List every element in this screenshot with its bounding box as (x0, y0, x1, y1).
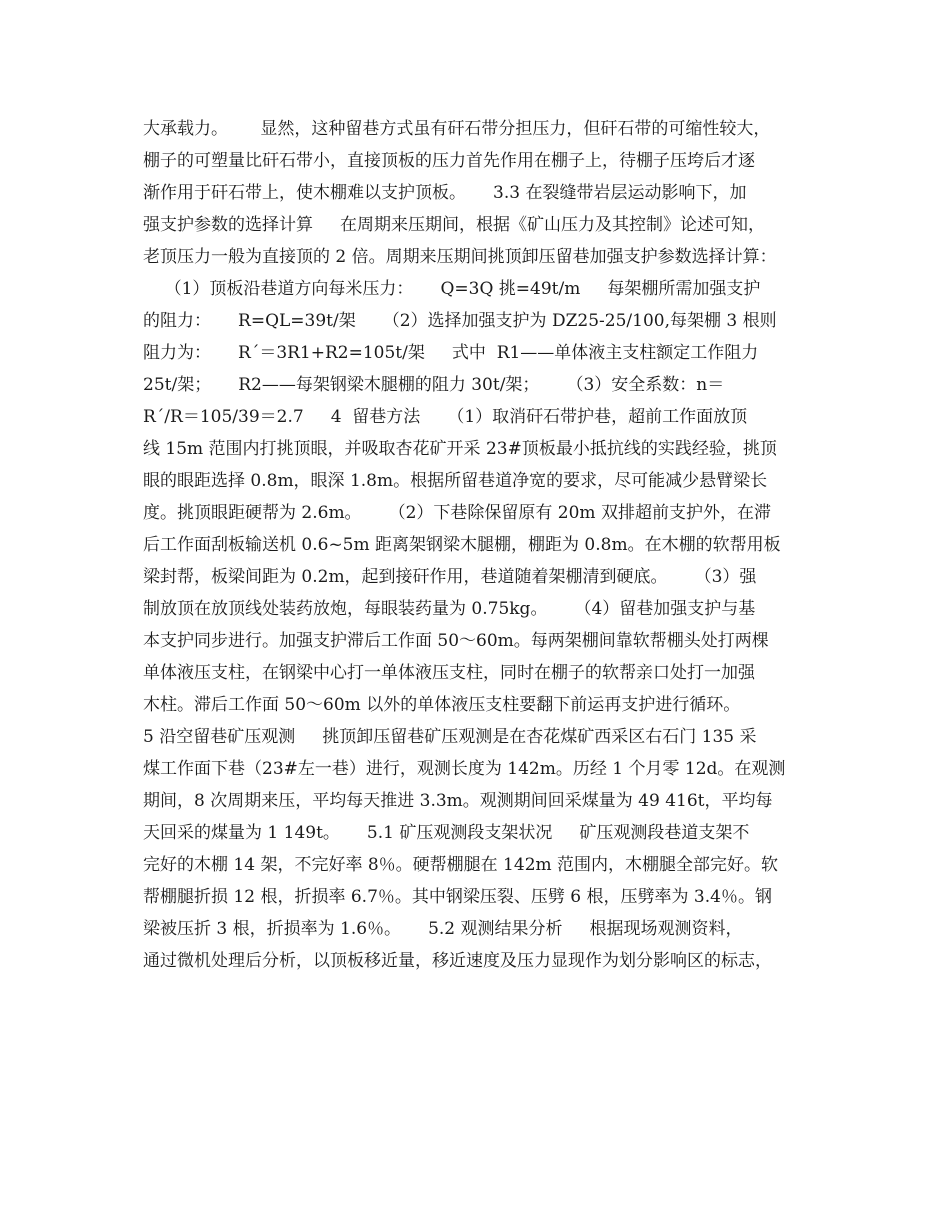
body-text (143, 113, 823, 977)
text-line: 天回采的煤量为 1 149t。 5.1 矿压观测段支架状况 矿压观测段巷道支架不 (143, 823, 750, 843)
text-line: 通过微机处理后分析，以顶板移近量，移近速度及压力显现作为划分影响区的标志， (143, 951, 772, 971)
text-line: R´/R＝105/39＝2.7 4 留巷方法 （1）取消矸石带护巷，超前工作面放顶 (143, 407, 748, 427)
text-line: 25t/架； R2——每架钢梁木腿棚的阻力 30t/架； （3）安全系数：n＝ (143, 375, 725, 395)
text-line: 的阻力： R=QL=39t/架 （2）选择加强支护为 DZ25-25/100,每架棚 3 根则 (143, 311, 777, 331)
text-line: 线 15m 范围内打挑顶眼，并吸取杏花矿开采 23#顶板最小抵抗线的实践经验，挑顶 (143, 439, 777, 459)
text-line: 强支护参数的选择计算 在周期来压期间，根据《矿山压力及其控制》论述可知， (143, 215, 766, 235)
text-line: 老顶压力一般为直接顶的 2 倍。周期来压期间挑顶卸压留巷加强支护参数选择计算： (143, 247, 777, 267)
text-line: 本支护同步进行。加强支护滞后工作面 50～60m。每两架棚间靠软帮棚头处打两棵 (143, 631, 769, 651)
text-line: 阻力为： R´＝3R1+R2=105t/架 式中 R1——单体液主支柱额定工作阻力 (143, 343, 759, 363)
text-line: 梁封帮，板梁间距为 0.2m，起到接矸作用，巷道随着架棚清到硬底。 （3）强 (143, 567, 757, 587)
text-line: 渐作用于矸石带上，使木棚难以支护顶板。 3.3 在裂缝带岩层运动影响下，加 (143, 183, 747, 203)
text-line: 眼的眼距选择 0.8m，眼深 1.8m。根据所留巷道净宽的要求，尽可能减少悬臂梁长 (143, 471, 768, 491)
text-line: 煤工作面下巷（23#左一巷）进行，观测长度为 142m。历经 1 个月零 12d。在观测 (143, 759, 786, 779)
text-line: 棚子的可塑量比矸石带小，直接顶板的压力首先作用在棚子上，待棚子压垮后才逐 (143, 151, 755, 171)
text-line: 期间，8 次周期来压，平均每天推进 3.3m。观测期间回采煤量为 49 416t，平均每 (143, 791, 773, 811)
text-line: （1）顶板沿巷道方向每米压力： Q=3Q 挑=49t/m 每架棚所需加强支护 (143, 279, 761, 299)
text-line: 度。挑顶眼距硬帮为 2.6m。 （2）下巷除保留原有 20m 双排超前支护外，在滞 (143, 503, 771, 523)
text-line: 帮棚腿折损 12 根，折损率 6.7％。其中钢梁压裂、压劈 6 根，压劈率为 3.4％。钢 (143, 887, 772, 907)
text-line: 单体液压支柱，在钢梁中心打一单体液压支柱，同时在棚子的软帮亲口处打一加强 (143, 663, 755, 683)
text-line: 5 沿空留巷矿压观测 挑顶卸压留巷矿压观测是在杏花煤矿西采区右石门 135 采 (143, 727, 757, 747)
text-line: 完好的木棚 14 架，不完好率 8％。硬帮棚腿在 142m 范围内，木棚腿全部完好。软 (143, 855, 779, 875)
text-line: 木柱。滞后工作面 50～60m 以外的单体液压支柱要翻下前运再支护进行循环。 (143, 695, 741, 715)
text-line: 后工作面刮板输送机 0.6~5m 距离架钢梁木腿棚，棚距为 0.8m。在木棚的软帮用板 (143, 535, 781, 555)
text-line: 大承载力。 显然，这种留巷方式虽有矸石带分担压力，但矸石带的可缩性较大， (143, 119, 771, 139)
text-line: 制放顶在放顶线处装药放炮，每眼装药量为 0.75kg。 （4）留巷加强支护与基 (143, 599, 756, 619)
text-line: 梁被压折 3 根，折损率为 1.6％。 5.2 观测结果分析 根据现场观测资料， (143, 919, 743, 939)
